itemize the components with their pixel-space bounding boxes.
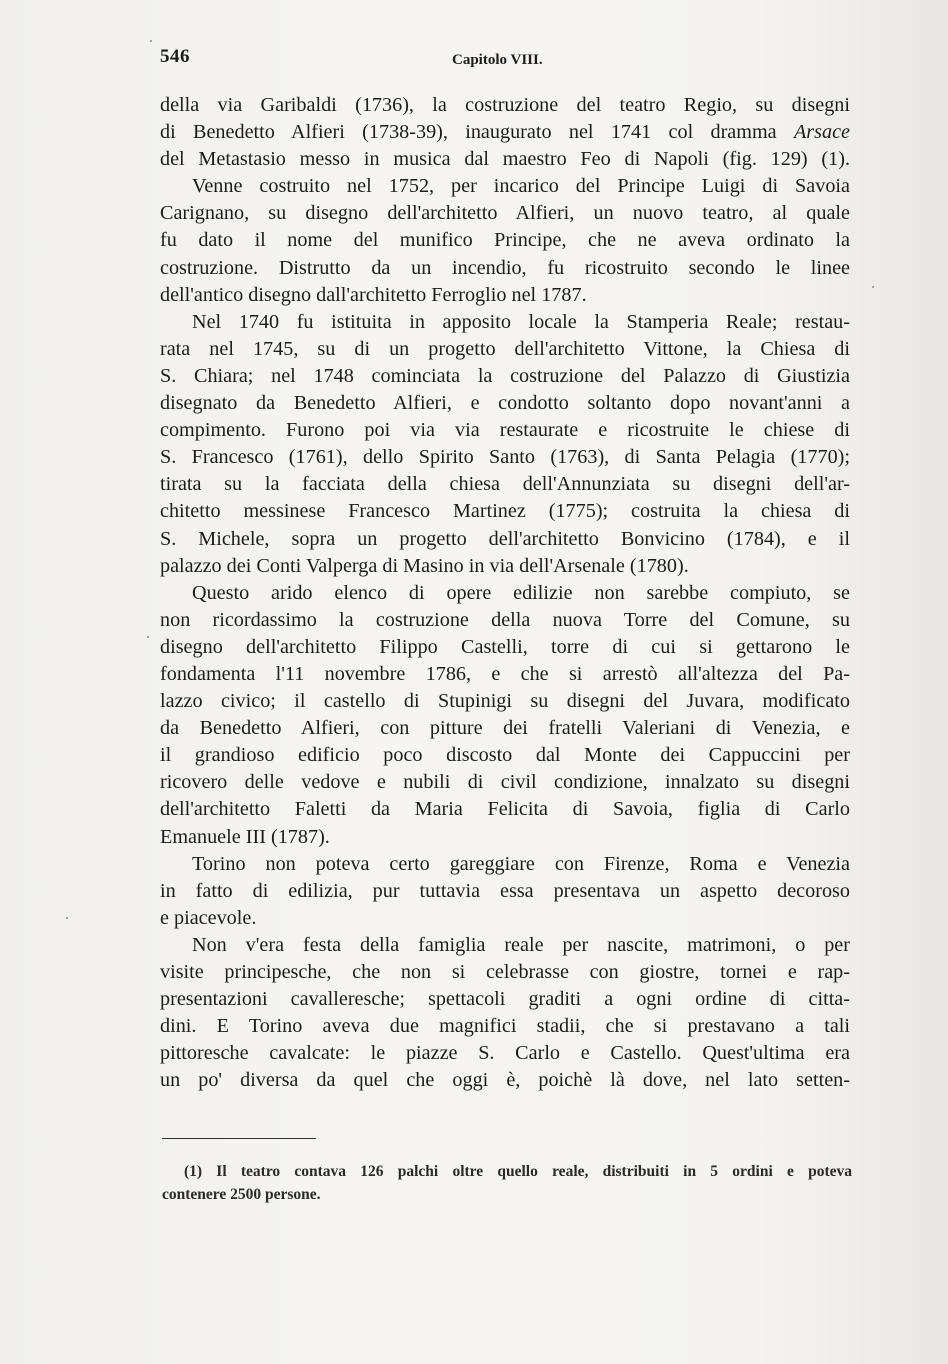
scan-speck [147, 636, 149, 638]
text-line: Carignano, su disegno dell'architetto Alfieri, un nuovo teatro, al quale [160, 202, 850, 225]
italic-title: Arsace [793, 121, 850, 144]
scan-speck [150, 40, 152, 42]
paragraph-4 [160, 580, 850, 851]
text-line: dini. E Torino aveva due magnifici stadii, che si prestavano a tali [160, 1015, 850, 1038]
text-line: disegnato da Benedetto Alfieri, e condotto soltanto dopo novant'anni a [160, 392, 850, 415]
footnote-line: contenere 2500 persone. [162, 1186, 321, 1203]
text-line [160, 119, 850, 146]
text-line: pittoresche cavalcate: le piazze S. Carlo e Castello. Quest'ultima era [160, 1042, 850, 1065]
text-line: Non v'era festa della famiglia reale per nascite, matrimoni, o per [192, 933, 850, 956]
scan-speck [66, 917, 68, 919]
text-line: dell'antico disegno dall'architetto Ferroglio nel 1787. [160, 283, 587, 306]
text-line: lazzo civico; il castello di Stupinigi su disegni del Juvara, modificato [160, 690, 850, 713]
text-line: della via Garibaldi (1736), la costruzione del teatro Regio, su disegni [160, 94, 850, 116]
text-line: chitetto messinese Francesco Martinez (1775); costruita la chiesa di [160, 500, 850, 523]
text-line: fu dato il nome del munifico Principe, che ne aveva ordinato la [160, 229, 850, 252]
text-line: S. Chiara; nel 1748 cominciata la costruzione del Palazzo di Giustizia [160, 364, 850, 387]
text-line: costruzione. Distrutto da un incendio, fu ricostruito secondo le linee [160, 256, 850, 279]
paragraph-6 [160, 932, 850, 1095]
text-line: da Benedetto Alfieri, con pitture dei fratelli Valeriani di Venezia, e [160, 717, 850, 740]
text-line: rata nel 1745, su di un progetto dell'architetto Vittone, la Chiesa di [160, 337, 850, 360]
text-segment: di Benedetto Alfieri (1738-39), inaugurato nel 1741 col dramma [160, 121, 794, 144]
text-line: Torino non poteva certo gareggiare con Firenze, Roma e Venezia [192, 852, 850, 875]
paragraph-3 [160, 309, 850, 580]
text-line: e piacevole. [160, 906, 257, 929]
paragraph-1 [160, 92, 850, 173]
running-head: Capitolo VIII. [452, 52, 543, 68]
paragraph-2 [160, 173, 850, 308]
text-line: ricovero delle vedove e nubili di civil condizione, innalzato su disegni [160, 771, 850, 794]
text-line: non ricordassimo la costruzione della nuova Torre del Comune, su [160, 608, 850, 631]
footnote [162, 1160, 852, 1206]
text-line: del Metastasio messo in musica dal maestro Feo di Napoli (fig. 129) (1). [160, 148, 850, 171]
text-line: tirata su la facciata della chiesa dell'Annunziata su disegni dell'ar- [160, 473, 850, 496]
text-line: in fatto di edilizia, pur tuttavia essa presentava un aspetto decoroso [160, 879, 850, 902]
body-text [160, 92, 850, 1094]
text-line: compimento. Furono poi via via restaurate e ricostruite le chiese di [160, 419, 850, 442]
text-line: un po' diversa da quel che oggi è, poichè là dove, nel lato setten- [160, 1069, 850, 1092]
text-line: S. Francesco (1761), dello Spirito Santo (1763), di Santa Pelagia (1770); [160, 446, 850, 469]
scan-speck [872, 286, 874, 288]
text-line: dell'architetto Faletti da Maria Felicita di Savoia, figlia di Carlo [160, 798, 850, 821]
text-line: Emanuele III (1787). [160, 825, 330, 848]
text-line: palazzo dei Conti Valperga di Masino in via dell'Arsenale (1780). [160, 554, 689, 577]
text-line: S. Michele, sopra un progetto dell'architetto Bonvicino (1784), e il [160, 527, 850, 550]
text-line: Venne costruito nel 1752, per incarico del Principe Luigi di Savoia [192, 175, 850, 198]
text-line: il grandioso edificio poco discosto dal Monte dei Cappuccini per [160, 744, 850, 767]
page-number: 546 [160, 46, 190, 67]
text-line: presentazioni cavalleresche; spettacoli graditi a ogni ordine di citta- [160, 988, 850, 1011]
text-line: Nel 1740 fu istituita in apposito locale la Stamperia Reale; restau- [192, 310, 850, 333]
text-line: visite principesche, che non si celebrasse con giostre, tornei e rap- [160, 961, 850, 983]
text-line: fondamenta l'11 novembre 1786, e che si arrestò all'altezza del Pa- [160, 662, 850, 685]
footnote-line: (1) Il teatro contava 126 palchi oltre quello reale, distribuiti in 5 ordini e poteva [184, 1163, 852, 1180]
text-line: disegno dell'architetto Filippo Castelli, torre di cui si gettarono le [160, 635, 850, 658]
text-line: Questo arido elenco di opere edilizie non sarebbe compiuto, se [192, 581, 850, 604]
paragraph-5 [160, 851, 850, 932]
page-header [160, 46, 850, 78]
footnote-separator [162, 1138, 316, 1139]
